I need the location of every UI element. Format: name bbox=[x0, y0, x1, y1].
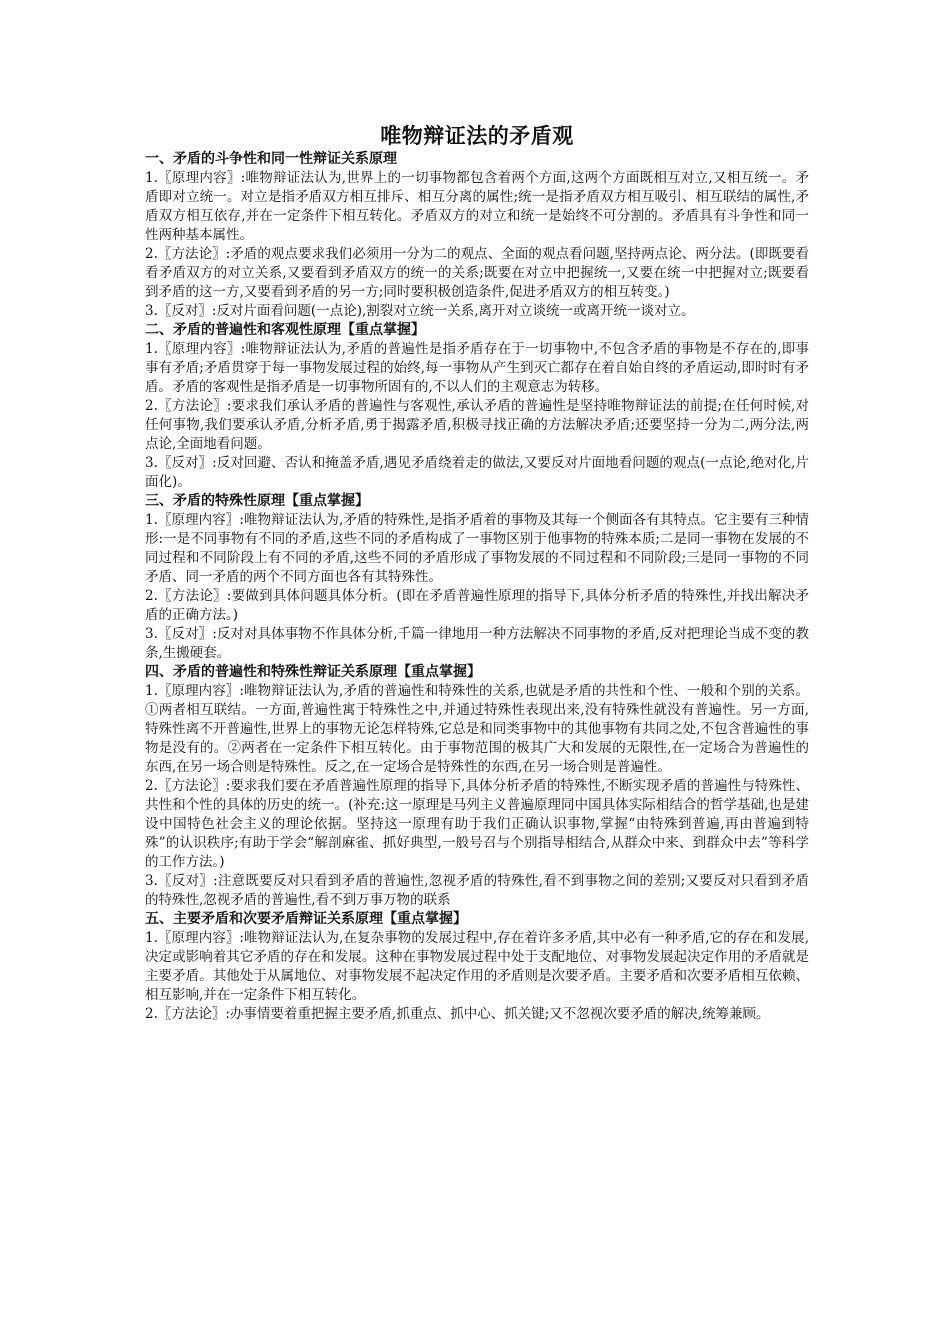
paragraph-principle: 1.〖原理内容〗:唯物辩证法认为,矛盾的普遍性和特殊性的关系,也就是矛盾的共性和个性、一般和个别的关系。①两者相互联结。一方面,普遍性寓于特殊性之中,并通过特殊性表现出来,没有特殊性就没有普遍性。另一方面,特殊性离不开普遍性,世界上的事物无论怎样特殊,它总是和同类事物中的其他事物有共同之处,不包含普遍性的事物是没有的。②两者在一定条件下相互转化。由于事物范围的极其广大和发展的无限性,在一定场合为普遍性的东西,在另一场合则是特殊性。反之,在一定场合是特殊性的东西,在另一场合则是普遍性。 bbox=[145, 683, 809, 775]
paragraph-methodology: 2.〖方法论〗:要做到具体问题具体分析。(即在矛盾普遍性原理的指导下,具体分析矛盾的特殊性,并找出解决矛盾的正确方法。) bbox=[145, 588, 809, 623]
paragraph-oppose: 3.〖反对〗:反对片面看问题(一点论),割裂对立统一关系,离开对立谈统一或离开统一谈对立。 bbox=[145, 303, 695, 319]
section-particularity bbox=[145, 492, 809, 663]
section-contradiction-struggle-identity bbox=[145, 150, 809, 321]
section-heading: 一、矛盾的斗争性和同一性辩证关系原理 bbox=[145, 151, 397, 167]
section-universality-objectivity bbox=[145, 321, 809, 492]
section-universality-particularity-relation bbox=[145, 663, 809, 910]
section-heading: 五、主要矛盾和次要矛盾辩证关系原理【重点掌握】 bbox=[145, 911, 467, 927]
paragraph-methodology: 2.〖方法论〗:矛盾的观点要求我们必须用一分为二的观点、全面的观点看问题,坚持两点论、两分法。(即既要看看矛盾双方的对立关系,又要看到矛盾双方的统一的关系;既要在对立中把握统一,又要在统一中把握对立;既要看到矛盾的这一方,又要看到矛盾的另一方;同时要积极创造条件,促进矛盾双方的相互转变。) bbox=[145, 246, 809, 300]
paragraph-methodology: 2.〖方法论〗:要求我们要在矛盾普遍性原理的指导下,具体分析矛盾的特殊性,不断实现矛盾的普遍性与特殊性、共性和个性的具体的历史的统一。(补充:这一原理是马列主义普遍原理同中国具体实际相结合的哲学基础,也是建设中国特色社会主义的理论依据。坚持这一原理有助于我们正确认识事物,掌握“由特殊到普遍,再由普遍到特殊”的认识秩序;有助于学会“解剖麻雀、抓好典型,一般号召与个别指导相结合,从群众中来、到群众中去”等科学的工作方法。) bbox=[145, 778, 809, 870]
paragraph-principle: 1.〖原理内容〗:唯物辩证法认为,矛盾的特殊性,是指矛盾着的事物及其每一个侧面各有其特点。它主要有三种情形:一是不同事物有不同的矛盾,这些不同的矛盾构成了一事物区别于他事物的特殊本质;二是同一事物在发展的不同过程和不同阶段上有不同的矛盾,这些不同的矛盾形成了事物发展的不同过程和不同阶段;三是同一事物的不同矛盾、同一矛盾的两个不同方面也各有其特殊性。 bbox=[145, 512, 809, 585]
paragraph-methodology: 2.〖方法论〗:要求我们承认矛盾的普遍性与客观性,承认矛盾的普遍性是坚持唯物辩证法的前提;在任何时候,对任何事物,我们要承认矛盾,分析矛盾,勇于揭露矛盾,积极寻找正确的方法解决矛盾;还要坚持一分为二,两分法,两点论,全面地看问题。 bbox=[145, 398, 809, 452]
section-heading: 二、矛盾的普遍性和客观性原理【重点掌握】 bbox=[145, 322, 425, 338]
paragraph-principle: 1.〖原理内容〗:唯物辩证法认为,世界上的一切事物都包含着两个方面,这两个方面既相互对立,又相互统一。矛盾即对立统一。对立是指矛盾双方相互排斥、相互分离的属性;统一是指矛盾双方相互吸引、相互联结的属性,矛盾双方相互依存,并在一定条件下相互转化。矛盾双方的对立和统一是始终不可分割的。矛盾具有斗争性和同一性两种基本属性。 bbox=[145, 170, 809, 243]
document-page bbox=[145, 122, 809, 1024]
section-heading: 四、矛盾的普遍性和特殊性辩证关系原理【重点掌握】 bbox=[145, 664, 481, 680]
paragraph-oppose: 3.〖反对〗:注意既要反对只看到矛盾的普遍性,忽视矛盾的特殊性,看不到事物之间的差别;又要反对只看到矛盾的特殊性,忽视矛盾的普遍性,看不到万事万物的联系 bbox=[145, 873, 809, 908]
paragraph-principle: 1.〖原理内容〗:唯物辩证法认为,矛盾的普遍性是指矛盾存在于一切事物中,不包含矛盾的事物是不存在的,即事事有矛盾;矛盾贯穿于每一事物发展过程的始终,每一事物从产生到灭亡都存在着自始自终的矛盾运动,即时时有矛盾。矛盾的客观性是指矛盾是一切事物所固有的,不以人们的主观意志为转移。 bbox=[145, 341, 809, 395]
paragraph-oppose: 3.〖反对〗:反对回避、否认和掩盖矛盾,遇见矛盾绕着走的做法,又要反对片面地看问题的观点(一点论,绝对化,片面化)。 bbox=[145, 455, 809, 490]
paragraph-methodology: 2.〖方法论〗:办事情要着重把握主要矛盾,抓重点、抓中心、抓关键;又不忽视次要矛盾的解决,统筹兼顾。 bbox=[145, 1006, 770, 1022]
paragraph-oppose: 3.〖反对〗:反对对具体事物不作具体分析,千篇一律地用一种方法解决不同事物的矛盾,反对把理论当成不变的教条,生搬硬套。 bbox=[145, 626, 809, 661]
section-heading: 三、矛盾的特殊性原理【重点掌握】 bbox=[145, 493, 369, 509]
section-principal-secondary-contradiction bbox=[145, 910, 809, 1024]
document-title: 唯物辩证法的矛盾观 bbox=[380, 124, 574, 148]
paragraph-principle: 1.〖原理内容〗:唯物辩证法认为,在复杂事物的发展过程中,存在着许多矛盾,其中必有一种矛盾,它的存在和发展,决定或影响着其它矛盾的存在和发展。这种在事物发展过程中处于支配地位、对事物发展起决定作用的矛盾就是主要矛盾。其他处于从属地位、对事物发展不起决定作用的矛盾则是次要矛盾。主要矛盾和次要矛盾相互依赖、相互影响,并在一定条件下相互转化。 bbox=[145, 930, 809, 1003]
